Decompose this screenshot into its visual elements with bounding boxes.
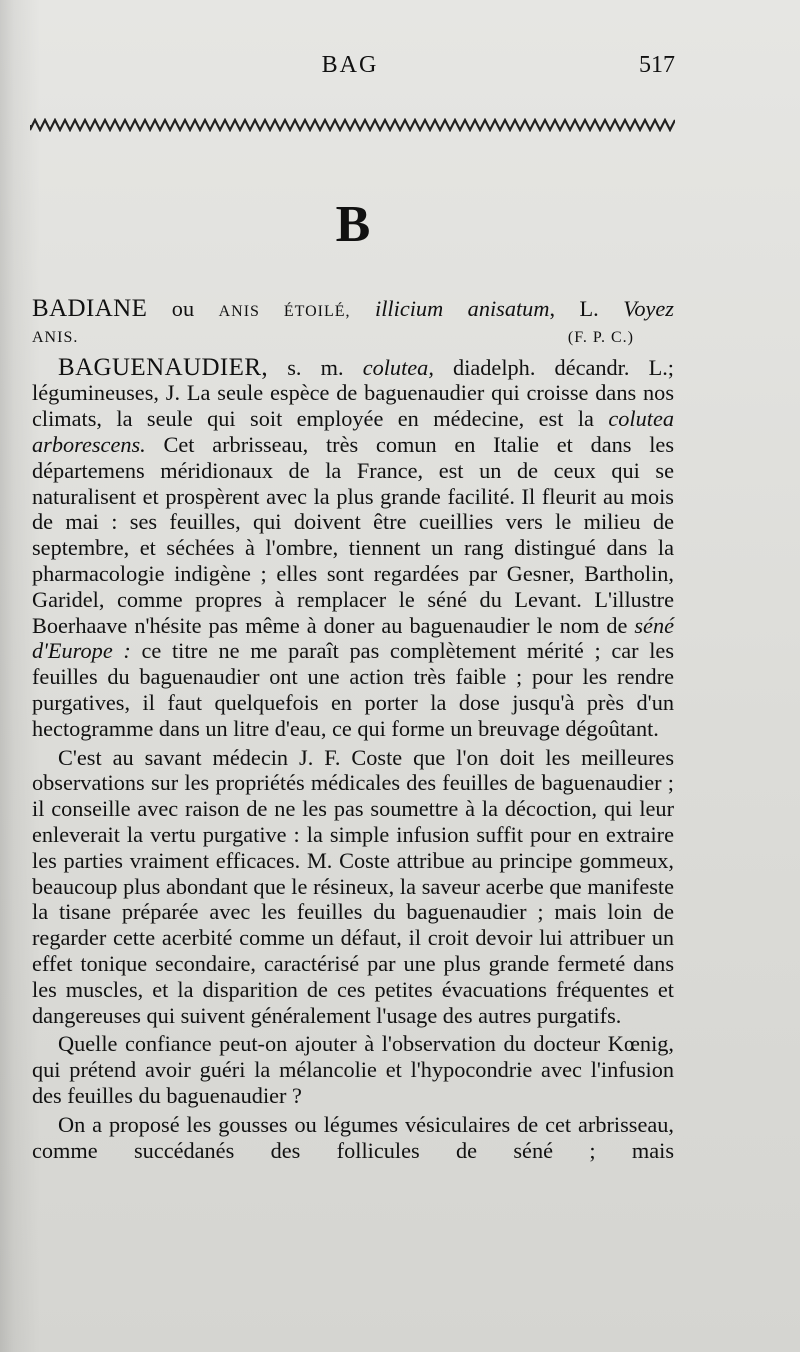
latin-name: colutea, — [362, 354, 434, 380]
section-letter: B — [335, 196, 371, 253]
latin-species: colutea arborescens. — [32, 406, 674, 457]
alt-name: ANIS ÉTOILÉ, — [218, 303, 351, 320]
author-signature: (F. P. C.) — [567, 328, 634, 346]
sene-europe: séné d'Europe : — [32, 612, 674, 664]
headword: BAGUENAUDIER, — [58, 353, 269, 381]
grammar: s. m. — [287, 354, 344, 380]
running-head — [0, 52, 800, 82]
entry-text: Cet arbrisseau, très comun en Italie et dans les départemens méridionaux de la France, est un de ceux qui se naturalisent et prospèrent avec la plus grande facilité. Il fleurit au mois de mai : ses feuilles, qui doivent être cueillies vers le milieu de septembre, et séchées à l'ombre, tiennent un rang distingué dans la pharmacologie indigène ; elles sont regardées par Gesner, Bartholin, Garidel, comme propres à remplacer le séné du Levant. L'illustre Boerhaave n'hésite pas même à doner au baguenaudier le nom de — [32, 431, 674, 638]
text-body — [32, 296, 674, 1163]
entry-text: diadelph. décandr. L.; légumineuses, J. La seule espèce de baguenaudier qui croisse dans nos climats, la seule qui soit employée en médecine, est la — [32, 354, 674, 432]
linnaeus-abbrev: , L. — [549, 296, 599, 321]
paragraph: C'est au savant médecin J. F. Coste que l'on doit les meilleures observations sur les propriétés médicales des feuilles de baguenaudier ; il conseille avec raison de ne les pas soumettre à la décoction, qui leur enleverait la vertu purgative : la simple infusion suffit pour en extraire les parties vraiment efficaces. M. Coste attribue au principe gommeux, beaucoup plus abondant que le résineux, la saveur acerbe que manifeste la tisane préparée avec les feuilles du baguenaudier ; mais loin de regarder cette acerbité comme un défaut, il croit devoir lui attribuer un effet tonique secondaire, caractérisé par une plus grande fermeté dans les muscles, et la disparition de ces petites évacuations fréquentes et dangereuses qui suivent généralement l'usage des autres purgatifs. — [32, 744, 674, 1028]
headword: BADIANE — [32, 295, 148, 322]
latin-name: illicium anisatum — [375, 296, 550, 321]
paragraph: Quelle confiance peut-on ajouter à l'observation du docteur Kœnig, qui prétend avoir guéri la mélancolie et l'hypocondrie avec l'infusion des feuilles du baguenaudier ? — [32, 1031, 674, 1108]
ornamental-rule — [30, 118, 675, 132]
page-number: 517 — [639, 52, 675, 78]
voyez: Voyez — [623, 296, 674, 321]
running-title: BAG — [321, 52, 379, 78]
cross-reference: ANIS. — [32, 328, 79, 346]
entry-baguenaudier — [32, 355, 674, 742]
paragraph: On a proposé les gousses ou légumes vésiculaires de cet arbrisseau, comme succédanés des follicules de séné ; mais — [32, 1111, 674, 1163]
entry-text: ce titre ne me paraît pas complètement mérité ; car les feuilles du baguenaudier ont une action très faible ; pour les rendre purgatives, il faut quelquefois en porter la dose jusqu'à près d'un hectogramme dans un litre d'eau, ce qui forme un breuvage dégoûtant. — [32, 638, 674, 741]
entry-badiane — [32, 296, 674, 351]
connector: ou — [171, 296, 195, 321]
